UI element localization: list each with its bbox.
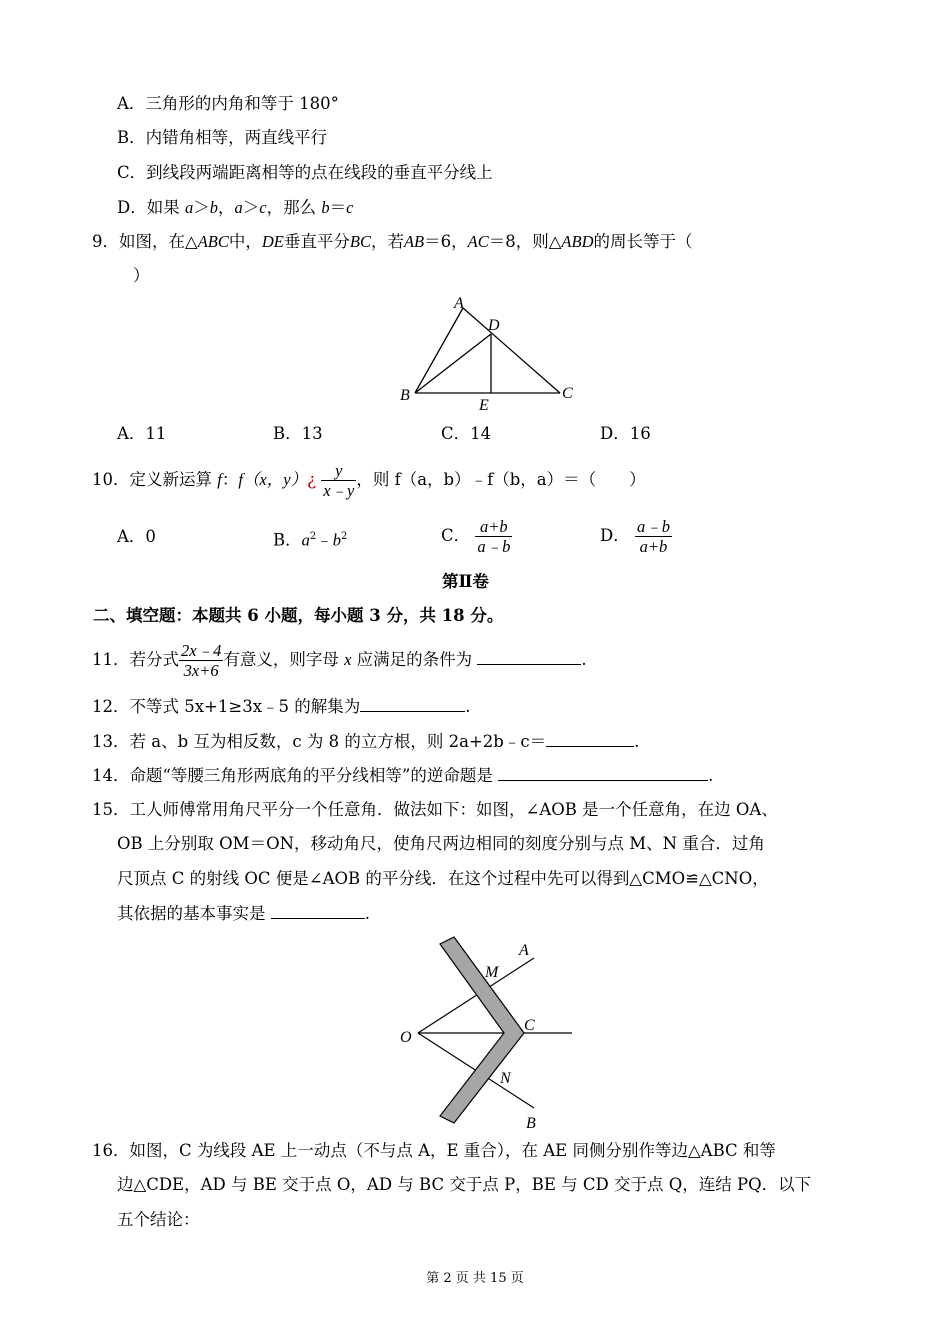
q10-stem: 10．定义新运算 f：f（x，y）¿ $\frac{y}{x﹣y}$ ，则 f（a，b）﹣f（b，a）＝（ ） — [92, 461, 646, 500]
q12-answer-blank[interactable] — [360, 695, 465, 712]
q15-angle-ruler-figure — [390, 930, 580, 1135]
q8-option-b: B．内错角相等，两直线平行 — [117, 128, 328, 147]
q16-line-1: 16．如图，C 为线段 AE 上一动点（不与点 A，E 重合），在 AE 同侧分别作等边△ABC 和等 — [92, 1141, 776, 1160]
q9-triangle-figure — [390, 290, 590, 415]
q9-option-c: C．14 — [441, 424, 492, 443]
q15-line-2: OB 上分别取 OM＝ON，移动角尺，使角尺两边相同的刻度分别与点 M、N 重合．过角 — [117, 834, 765, 853]
label-o: O — [400, 1029, 412, 1046]
q15-answer-blank[interactable] — [271, 902, 365, 919]
q9-stem: 9．如图，在△ABC中，DE垂直平分BC，若AB＝6，AC＝8，则△ABD的周长等于（ — [92, 232, 693, 251]
q9-option-a: A．11 — [117, 424, 167, 443]
q10-fraction: $\frac{y}{x﹣y}$ — [323, 461, 355, 500]
q13-stem: 13．若 a、b 互为相反数，c 为 8 的立方根，则 2a+2b﹣c＝ . — [92, 732, 640, 751]
section-title: 第Ⅱ卷 — [442, 572, 489, 591]
label-a: A — [454, 295, 464, 312]
q10-option-c: C． $\frac{a+b}{a﹣b}$ — [441, 517, 511, 556]
q10-option-d: D． $\frac{a﹣b}{a+b}$ — [600, 517, 670, 556]
q16-line-3: 五个结论： — [117, 1210, 200, 1229]
q8-option-d: D．如果 a＞b，a＞c，那么 b＝c — [117, 198, 354, 217]
label-b: B — [526, 1115, 536, 1132]
label-c: C — [524, 1017, 535, 1034]
label-c: C — [562, 385, 573, 402]
label-a: A — [519, 942, 529, 959]
q8-option-a: A．三角形的内角和等于 180° — [117, 94, 339, 113]
section2-heading: 二、填空题：本题共 6 小题，每小题 3 分，共 18 分。 — [93, 606, 504, 625]
q10-option-a: A．0 — [117, 527, 156, 546]
label-n: N — [500, 1070, 511, 1087]
q14-answer-blank[interactable] — [498, 764, 708, 781]
q14-stem: 14．命题“等腰三角形两底角的平分线相等”的逆命题是 . — [92, 766, 714, 785]
label-b: B — [400, 387, 410, 404]
label-m: M — [485, 964, 499, 981]
q8-option-c: C．到线段两端距离相等的点在线段的垂直平分线上 — [117, 163, 493, 182]
q11-answer-blank[interactable] — [477, 648, 581, 665]
q15-line-4: 其依据的基本事实是 . — [117, 904, 370, 923]
label-d: D — [488, 317, 500, 334]
page-footer: 第 2 页 共 15 页 — [426, 1271, 524, 1286]
q15-line-1: 15．工人师傅常用角尺平分一个任意角．做法如下：如图，∠AOB 是一个任意角，在边 OA、 — [92, 800, 778, 819]
label-e: E — [479, 397, 489, 414]
q9-stem-close: ） — [133, 266, 150, 285]
q13-answer-blank[interactable] — [546, 730, 634, 747]
q9-option-b: B．13 — [273, 424, 323, 443]
q11-stem: 11．若分式 $\frac{2x﹣4}{3x+6}$ 有意义，则字母 x 应满足的条件为 . — [92, 641, 587, 680]
q15-line-3: 尺顶点 C 的射线 OC 便是∠AOB 的平分线．在这个过程中先可以得到△CMO≌△CNO， — [117, 869, 769, 888]
q9-option-d: D．16 — [600, 424, 651, 443]
q16-line-2: 边△CDE，AD 与 BE 交于点 O，AD 与 BC 交于点 P，BE 与 CD 交于点 Q，连结 PQ．以下 — [117, 1175, 812, 1194]
q10-option-b: B．$a^2﹣b^2$ — [273, 530, 348, 550]
q12-stem: 12．不等式 5x+1≥3x﹣5 的解集为 . — [92, 697, 471, 716]
